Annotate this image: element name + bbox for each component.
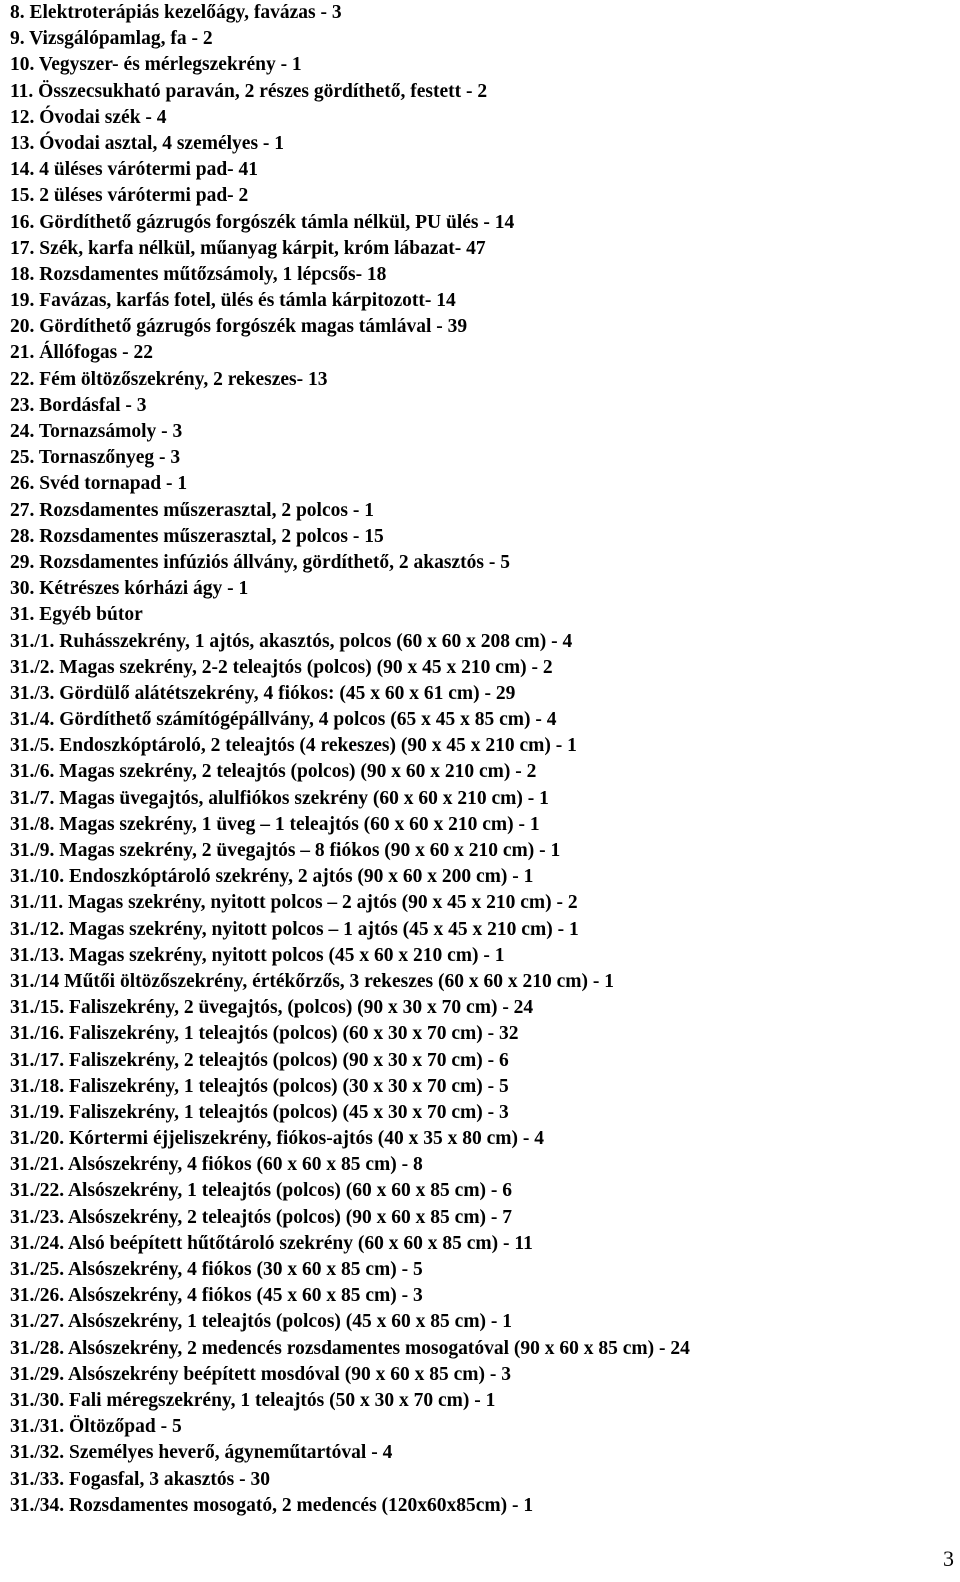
list-item: 31./17. Faliszekrény, 2 teleajtós (polcos) (90 x 30 x 70 cm) - 6	[10, 1049, 509, 1071]
list-item: 24. Tornazsámoly - 3	[10, 421, 183, 442]
list-item: 31./18. Faliszekrény, 1 teleajtós (polcos) (30 x 30 x 70 cm) - 5	[10, 1075, 509, 1097]
list-item: 31./34. Rozsdamentes mosogató, 2 medencés (120x60x85cm) - 1	[10, 1494, 534, 1516]
list-item: 12. Óvodai szék - 4	[10, 106, 167, 128]
list-item: 31./31. Öltözőpad - 5	[10, 1416, 182, 1438]
list-item: 31./2. Magas szekrény, 2-2 teleajtós (polcos) (90 x 45 x 210 cm) - 2	[10, 656, 553, 678]
list-item: 31./7. Magas üvegajtós, alulfiókos szekrény (60 x 60 x 210 cm) - 1	[10, 787, 549, 809]
list-item: 31./21. Alsószekrény, 4 fiókos (60 x 60 x 85 cm) - 8	[10, 1154, 423, 1176]
list-item: 10. Vegyszer- és mérlegszekrény - 1	[10, 54, 302, 76]
list-item: 31./3. Gördülő alátétszekrény, 4 fiókos: (45 x 60 x 61 cm) - 29	[10, 682, 516, 704]
list-item: 29. Rozsdamentes infúziós állvány, gördíthető, 2 akasztós - 5	[10, 551, 510, 573]
list-item: 31./19. Faliszekrény, 1 teleajtós (polcos) (45 x 30 x 70 cm) - 3	[10, 1101, 509, 1123]
list-item: 16. Gördíthető gázrugós forgószék támla nélkül, PU ülés - 14	[10, 211, 515, 233]
list-item: 31./6. Magas szekrény, 2 teleajtós (polcos) (90 x 60 x 210 cm) - 2	[10, 761, 537, 783]
list-item: 31./22. Alsószekrény, 1 teleajtós (polcos) (60 x 60 x 85 cm) - 6	[10, 1180, 513, 1202]
list-item: 31./11. Magas szekrény, nyitott polcos – 2 ajtós (90 x 45 x 210 cm) - 2	[10, 892, 578, 914]
list-item: 31./8. Magas szekrény, 1 üveg – 1 teleajtós (60 x 60 x 210 cm) - 1	[10, 813, 540, 835]
list-item: 31./32. Személyes heverő, ágyneműtartóval - 4	[10, 1442, 393, 1464]
list-item: 25. Tornaszőnyeg - 3	[10, 447, 181, 469]
list-item: 14. 4 üléses várótermi pad- 41	[10, 159, 259, 181]
list-item: 31./33. Fogasfal, 3 akasztós - 30	[10, 1468, 270, 1490]
list-item: 11. Összecsukható paraván, 2 részes gördíthető, festett - 2	[10, 80, 488, 102]
list-item: 31./28. Alsószekrény, 2 medencés rozsdamentes mosogatóval (90 x 60 x 85 cm) - 24	[10, 1337, 690, 1359]
list-item: 20. Gördíthető gázrugós forgószék magas támlával - 39	[10, 316, 468, 338]
list-item: 31./10. Endoszkóptároló szekrény, 2 ajtós (90 x 60 x 200 cm) - 1	[10, 866, 534, 888]
list-item: 22. Fém öltözőszekrény, 2 rekeszes- 13	[10, 368, 328, 390]
list-item: 18. Rozsdamentes műtőzsámoly, 1 lépcsős- 18	[10, 263, 387, 285]
list-item: 31./14 Műtői öltözőszekrény, értékőrzős, 3 rekeszes (60 x 60 x 210 cm) - 1	[10, 970, 614, 992]
list-item: 31./26. Alsószekrény, 4 fiókos (45 x 60 x 85 cm) - 3	[10, 1285, 423, 1307]
list-item: 31./15. Faliszekrény, 2 üvegajtós, (polcos) (90 x 30 x 70 cm) - 24	[10, 997, 534, 1019]
list-item: 31./30. Fali méregszekrény, 1 teleajtós (50 x 30 x 70 cm) - 1	[10, 1389, 496, 1411]
list-item: 31./27. Alsószekrény, 1 teleajtós (polcos) (45 x 60 x 85 cm) - 1	[10, 1311, 513, 1333]
list-item: 31./25. Alsószekrény, 4 fiókos (30 x 60 x 85 cm) - 5	[10, 1259, 423, 1280]
list-item: 15. 2 üléses várótermi pad- 2	[10, 185, 249, 207]
list-item: 23. Bordásfal - 3	[10, 394, 147, 416]
list-item: 8. Elektroterápiás kezelőágy, favázas - 3	[10, 2, 342, 23]
list-item: 27. Rozsdamentes műszerasztal, 2 polcos - 1	[10, 499, 374, 521]
list-item: 31./1. Ruhásszekrény, 1 ajtós, akasztós, polcos (60 x 60 x 208 cm) - 4	[10, 630, 573, 652]
list-item: 17. Szék, karfa nélkül, műanyag kárpit, króm lábazat- 47	[10, 237, 486, 259]
list-item: 31./24. Alsó beépített hűtőtároló szekrény (60 x 60 x 85 cm) - 11	[10, 1232, 533, 1254]
page-number: 3	[943, 1546, 954, 1571]
list-item: 31./23. Alsószekrény, 2 teleajtós (polcos) (90 x 60 x 85 cm) - 7	[10, 1206, 513, 1228]
list-item: 13. Óvodai asztal, 4 személyes - 1	[10, 132, 285, 154]
list-item: 31. Egyéb bútor	[10, 604, 143, 626]
list-item: 31./13. Magas szekrény, nyitott polcos (45 x 60 x 210 cm) - 1	[10, 944, 505, 966]
list-item: 31./29. Alsószekrény beépített mosdóval (90 x 60 x 85 cm) - 3	[10, 1363, 511, 1385]
list-item: 31./4. Gördíthető számítógépállvány, 4 polcos (65 x 45 x 85 cm) - 4	[10, 709, 557, 731]
list-item: 31./9. Magas szekrény, 2 üvegajtós – 8 fiókos (90 x 60 x 210 cm) - 1	[10, 840, 561, 861]
list-item: 9. Vizsgálópamlag, fa - 2	[10, 28, 213, 50]
equipment-list	[10, 0, 690, 1519]
list-item: 30. Kétrészes kórházi ágy - 1	[10, 578, 249, 600]
list-item: 19. Favázas, karfás fotel, ülés és támla kárpitozott- 14	[10, 290, 456, 312]
list-item: 31./5. Endoszkóptároló, 2 teleajtós (4 rekeszes) (90 x 45 x 210 cm) - 1	[10, 735, 577, 757]
list-item: 31./20. Kórtermi éjjeliszekrény, fiókos-ajtós (40 x 35 x 80 cm) - 4	[10, 1128, 544, 1150]
list-item: 31./12. Magas szekrény, nyitott polcos – 1 ajtós (45 x 45 x 210 cm) - 1	[10, 918, 579, 940]
list-item: 31./16. Faliszekrény, 1 teleajtós (polcos) (60 x 30 x 70 cm) - 32	[10, 1023, 519, 1045]
list-item: 28. Rozsdamentes műszerasztal, 2 polcos - 15	[10, 525, 384, 547]
list-item: 21. Állófogas - 22	[10, 342, 153, 364]
list-item: 26. Svéd tornapad - 1	[10, 473, 188, 495]
